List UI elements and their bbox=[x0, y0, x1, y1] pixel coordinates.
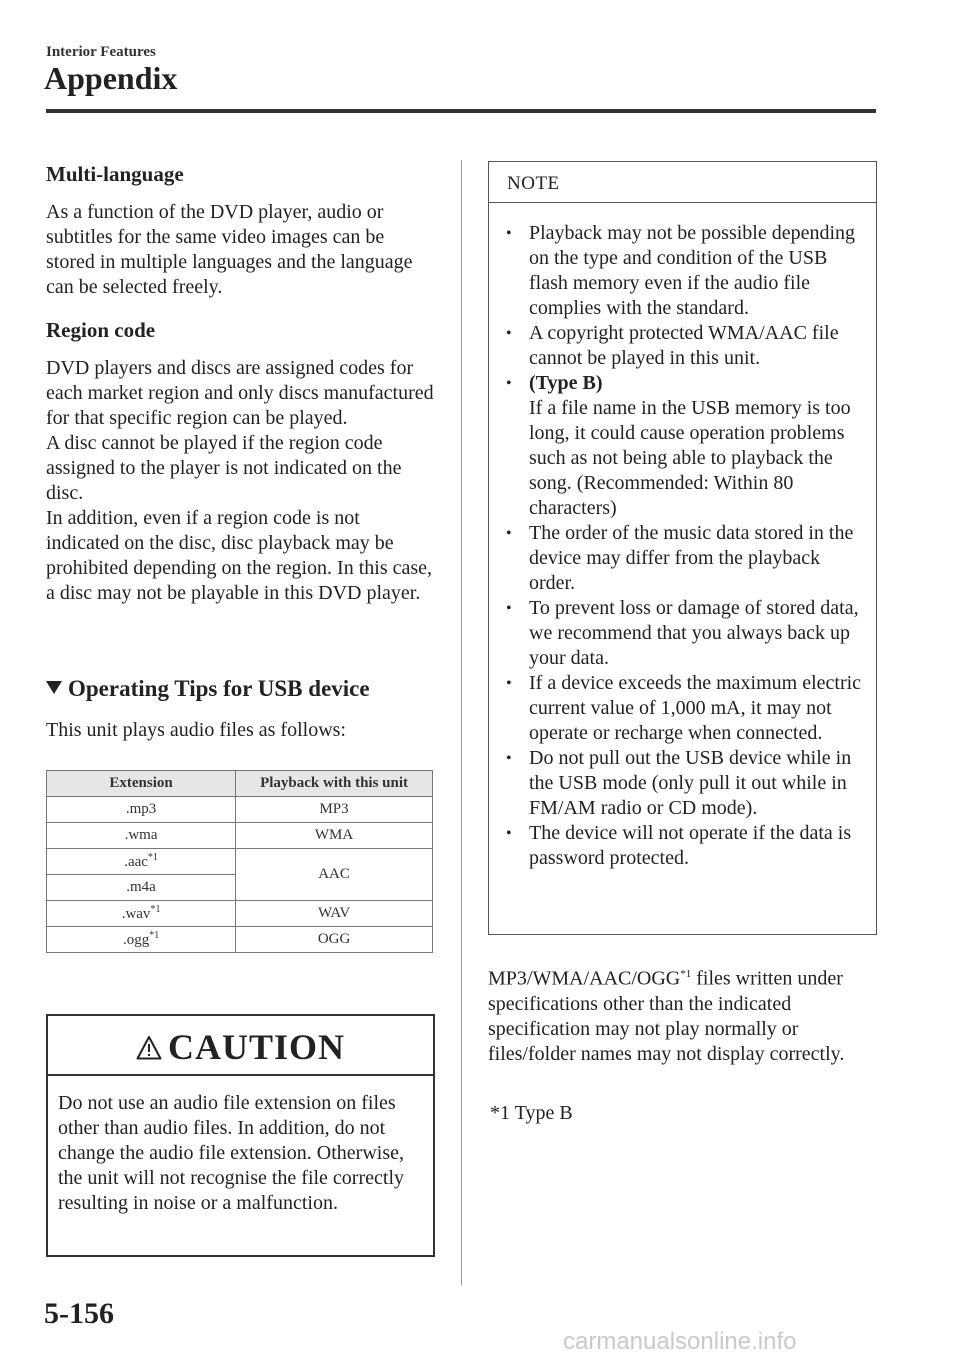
note-item-text: The order of the music data stored in the device may differ from the playback order. bbox=[529, 522, 854, 594]
table-cell-extension: .wma bbox=[47, 823, 236, 849]
note-list bbox=[489, 203, 876, 871]
footnote-marker: *1 bbox=[149, 930, 160, 941]
table-row bbox=[47, 901, 433, 927]
table-row bbox=[47, 797, 433, 823]
extension-text: .aac bbox=[124, 854, 148, 870]
chapter-title: Appendix bbox=[44, 60, 178, 96]
bullet-icon: • bbox=[506, 325, 512, 342]
region-paragraph-2: A disc cannot be played if the region code assigned to the player is not indicated on the disc. bbox=[46, 432, 402, 504]
list-item bbox=[506, 746, 870, 821]
table-cell-playback: AAC bbox=[236, 849, 433, 901]
table-cell-playback: OGG bbox=[236, 927, 433, 953]
caution-title: CAUTION bbox=[167, 1027, 345, 1067]
footnote: *1 Type B bbox=[490, 1102, 573, 1124]
usb-intro: This unit plays audio files as follows: bbox=[46, 719, 346, 741]
note-item-text: To prevent loss or damage of stored data, we recommend that you always back up your data. bbox=[529, 597, 859, 669]
bullet-icon: • bbox=[506, 750, 512, 767]
table-row bbox=[47, 823, 433, 849]
file-spec-paragraph bbox=[488, 962, 868, 1067]
list-item bbox=[506, 371, 870, 521]
table-cell-extension bbox=[47, 849, 236, 875]
note-item-text: Playback may not be possible depending on the type and condition of the USB flash memory even if the audio file complies with the standard. bbox=[529, 222, 856, 319]
table-cell-playback: WMA bbox=[236, 823, 433, 849]
column-divider bbox=[461, 160, 462, 1285]
usb-tips-title: Operating Tips for USB device bbox=[68, 676, 370, 701]
multi-language-text bbox=[46, 200, 436, 300]
region-paragraph-3: In addition, even if a region code is not indicated on the disc, disc playback may be prohibited depending on the region. In this case, a disc may not be playable in this DVD player. bbox=[46, 507, 433, 604]
note-item-label: (Type B) bbox=[529, 372, 603, 394]
section-label: Interior Features bbox=[46, 44, 156, 60]
list-item bbox=[506, 321, 870, 371]
note-item-text: Do not pull out the USB device while in the USB mode (only pull it out while in FM/AM radio or CD mode). bbox=[529, 747, 852, 819]
table-row bbox=[47, 927, 433, 953]
table-cell-extension bbox=[47, 927, 236, 953]
file-spec-text: files written under specifications other than the indicated specification may not play normally or files/folder names may not display correctly. bbox=[488, 967, 845, 1065]
list-item bbox=[506, 821, 870, 871]
watermark: carmanualsonline.info bbox=[563, 1328, 797, 1355]
note-item-text: If a file name in the USB memory is too long, it could cause operation problems such as not being able to playback the song. (Recommended: Within 80 characters) bbox=[529, 397, 851, 519]
bullet-icon: • bbox=[506, 825, 512, 842]
note-box bbox=[488, 161, 877, 935]
list-item bbox=[506, 221, 870, 321]
bullet-icon: • bbox=[506, 525, 512, 542]
format-list: MP3/WMA/AAC/OGG bbox=[488, 967, 681, 990]
bullet-icon: • bbox=[506, 600, 512, 617]
file-extension-table bbox=[46, 770, 433, 953]
table-header-playback: Playback with this unit bbox=[236, 771, 433, 797]
table-cell-extension: .m4a bbox=[47, 875, 236, 901]
multi-language-heading: Multi-language bbox=[46, 162, 184, 186]
caution-box bbox=[46, 1014, 435, 1257]
note-item-text: The device will not operate if the data is password protected. bbox=[529, 822, 852, 869]
usb-tips-heading bbox=[46, 676, 370, 702]
table-cell-extension bbox=[47, 901, 236, 927]
bullet-icon: • bbox=[506, 375, 512, 392]
note-title: NOTE bbox=[489, 162, 876, 203]
list-item bbox=[506, 596, 870, 671]
caution-header bbox=[48, 1016, 433, 1076]
extension-text: .ogg bbox=[122, 932, 150, 948]
bullet-icon: • bbox=[506, 675, 512, 692]
list-item bbox=[506, 671, 870, 746]
caution-text: Do not use an audio file extension on files other than audio files. In addition, do not change the audio file extension. Otherwise, the unit will not recognise the file correctly resulting in noise or a malfunction. bbox=[58, 1092, 404, 1214]
extension-text: .wav bbox=[121, 906, 151, 922]
note-item-text: A copyright protected WMA/AAC file cannot be played in this unit. bbox=[529, 322, 839, 369]
footnote-marker: *1 bbox=[150, 904, 161, 915]
note-item-text: If a device exceeds the maximum electric current value of 1,000 mA, it may not operate or recharge when connected. bbox=[529, 672, 862, 744]
table-cell-playback: WAV bbox=[236, 901, 433, 927]
table-header-extension: Extension bbox=[47, 771, 236, 797]
region-paragraph-1: DVD players and discs are assigned codes for each market region and only discs manufactured for that specific region can be played. bbox=[46, 357, 434, 429]
table-cell-extension: .mp3 bbox=[47, 797, 236, 823]
list-item bbox=[506, 521, 870, 596]
region-code-text bbox=[46, 356, 438, 606]
region-code-heading: Region code bbox=[46, 318, 156, 342]
table-cell-playback: MP3 bbox=[236, 797, 433, 823]
header-rule bbox=[46, 109, 876, 113]
triangle-marker-icon bbox=[46, 681, 62, 694]
warning-triangle-icon bbox=[136, 1035, 162, 1061]
footnote-marker: *1 bbox=[147, 852, 158, 863]
bullet-icon: • bbox=[506, 225, 512, 242]
table-header-row bbox=[47, 771, 433, 797]
table-row bbox=[47, 849, 433, 875]
multi-language-paragraph: As a function of the DVD player, audio or subtitles for the same video images can be stored in multiple languages and the language can be selected freely. bbox=[46, 201, 413, 298]
page-number: 5-156 bbox=[44, 1297, 114, 1330]
footnote-marker: *1 bbox=[680, 968, 692, 980]
